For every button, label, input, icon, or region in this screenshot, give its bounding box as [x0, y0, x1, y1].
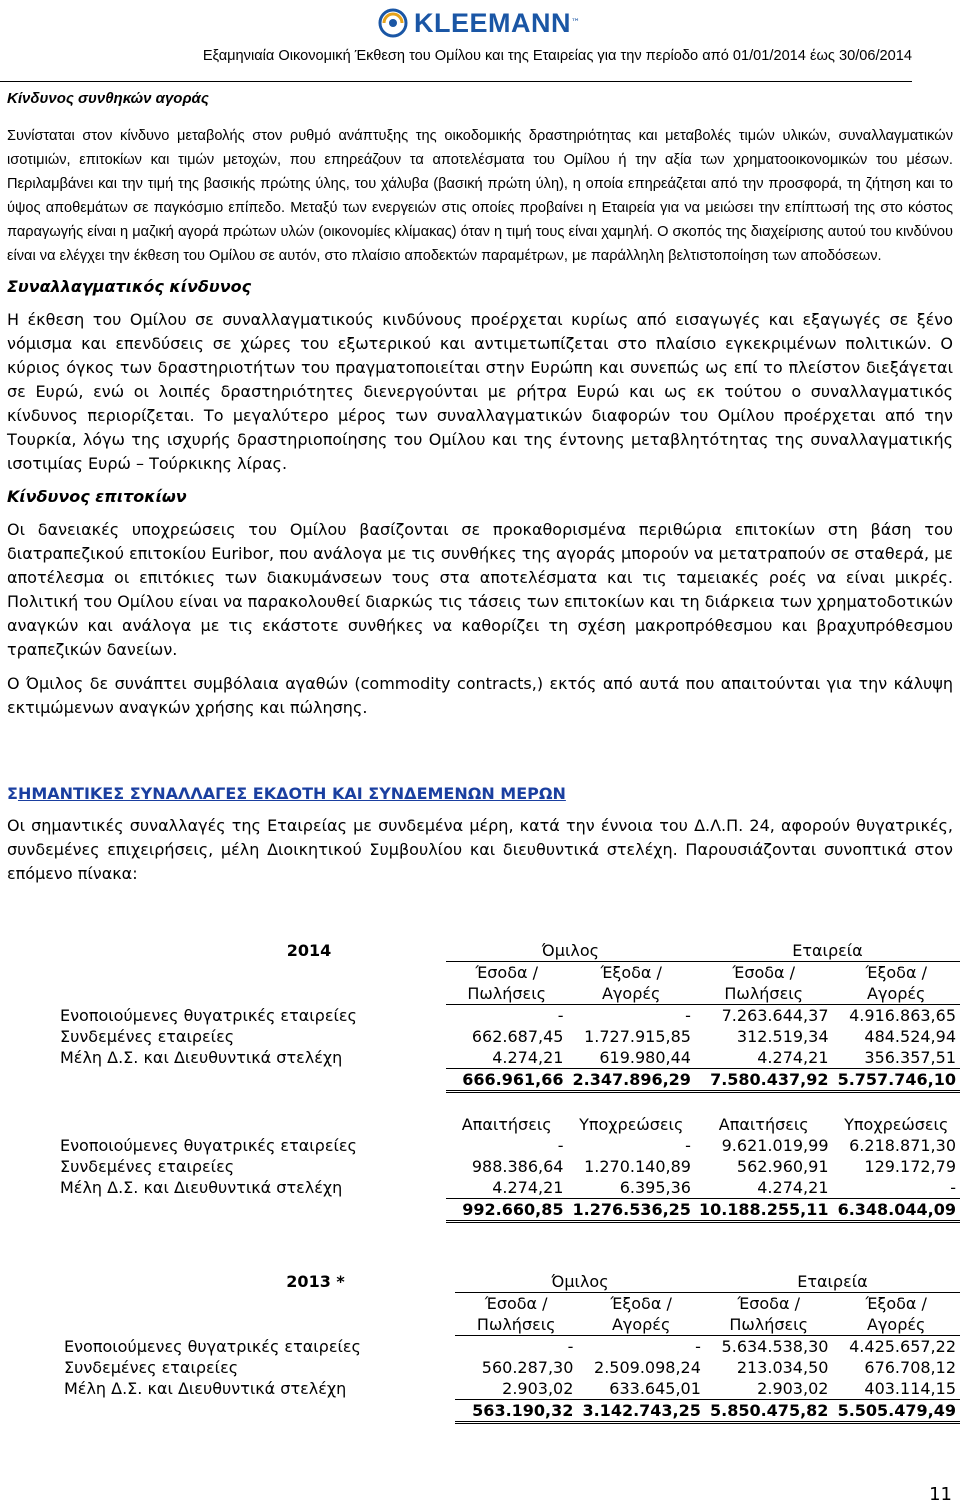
cell: -	[685, 1006, 691, 1025]
col-header: Υποχρεώσεις	[844, 1115, 949, 1134]
table-row	[60, 1357, 960, 1378]
col-header: Πωλήσεις	[695, 983, 833, 1005]
cell: 2.903,02	[757, 1379, 829, 1398]
cell: 676.708,12	[864, 1358, 956, 1377]
col-header: Έξοδα /	[610, 1294, 672, 1313]
cell: 7.263.644,37	[721, 1006, 829, 1025]
page-number: 11	[929, 1484, 952, 1505]
table-year: 2014	[286, 941, 332, 961]
cell: 356.357,51	[864, 1048, 956, 1067]
total-row	[56, 1199, 960, 1222]
total-cell: 6.348.044,09	[833, 1199, 960, 1222]
page-content	[7, 86, 953, 886]
table-row	[56, 1005, 960, 1027]
cell: -	[685, 1136, 691, 1155]
row-label: Ενοποιούμενες θυγατρικές εταιρείες	[60, 1136, 357, 1155]
col-header: Αγορές	[567, 983, 694, 1005]
cell: -	[695, 1337, 701, 1356]
cell: 988.386,64	[471, 1157, 564, 1176]
interest-risk-text-2: Ο Όμιλος δε συνάπτει συμβόλαια αγαθών (commodity contracts,) εκτός από αυτά που απαιτούνται για την κάλυψη εκτιμώμενων αναγκών χρήσης και πώλησης.	[7, 674, 953, 717]
row-label: Συνδεμένες εταιρείες	[60, 1157, 235, 1176]
table-2013	[60, 1271, 960, 1424]
total-cell: 5.505.479,49	[832, 1400, 960, 1423]
header-divider	[0, 81, 912, 82]
cell: 213.034,50	[736, 1358, 829, 1377]
kleemann-logo-icon	[378, 8, 408, 38]
col-header: Απαιτήσεις	[461, 1115, 552, 1134]
market-risk-heading: Κίνδυνος συνθηκών αγοράς	[7, 90, 209, 107]
table-year: 2013 *	[286, 1272, 345, 1292]
total-cell: 5.850.475,82	[705, 1400, 833, 1423]
page-header	[0, 0, 960, 80]
cell: 1.270.140,89	[584, 1157, 691, 1176]
total-cell: 3.142.743,25	[577, 1400, 705, 1423]
cell: 560.287,30	[481, 1358, 574, 1377]
cell: 619.980,44	[599, 1048, 691, 1067]
col-header: Έξοδα /	[865, 1294, 927, 1313]
group-header: Όμιλος	[455, 1271, 705, 1293]
col-header: Αγορές	[832, 1314, 960, 1336]
total-cell: 666.961,66	[446, 1069, 568, 1092]
col-header: Έσοδα /	[732, 963, 796, 982]
interest-risk-heading: Κίνδυνος επιτοκίων	[7, 487, 187, 506]
row-label: Ενοποιούμενες θυγατρικές εταιρείες	[60, 1005, 357, 1025]
company-header: Εταιρεία	[705, 1271, 960, 1293]
col-header: Έσοδα /	[484, 1294, 548, 1313]
total-cell: 2.347.896,29	[567, 1069, 694, 1092]
table-row	[56, 1026, 960, 1047]
row-label: Μέλη Δ.Σ. και Διευθυντικά στελέχη	[60, 1048, 343, 1068]
col-header: Έσοδα /	[737, 1294, 800, 1313]
cell: 662.687,45	[471, 1027, 564, 1046]
related-parties-text: Οι σημαντικές συναλλαγές της Εταιρείας με συνδεμένα μέρη, κατά την έννοια του Δ.Λ.Π. 24, αφορούν θυγατρικές, συνδεμένες επιχειρήσεις, μέλη Διοικητικού Συμβουλίου και διευθυντικά στελέχη. Παρουσιάζονται συνοπτικά στον επόμενο πίνακα:	[7, 816, 953, 883]
table-row	[56, 1047, 960, 1069]
table-row	[56, 1156, 960, 1177]
cell: 562.960,91	[736, 1157, 829, 1176]
cell: 312.519,34	[736, 1027, 829, 1046]
col-header: Υποχρεώσεις	[579, 1115, 684, 1134]
table-row	[60, 1378, 960, 1400]
cell: 2.903,02	[502, 1379, 574, 1398]
col-header: Αγορές	[577, 1314, 705, 1336]
cell: 6.218.871,30	[849, 1136, 956, 1155]
related-parties-heading	[7, 782, 953, 806]
row-label: Μέλη Δ.Σ. και Διευθυντικά στελέχη	[60, 1178, 343, 1198]
row-label: Ενοποιούμενες θυγατρικές εταιρείες	[64, 1336, 361, 1356]
total-cell: 563.190,32	[455, 1400, 577, 1423]
cell: 9.621.019,99	[721, 1136, 829, 1155]
fx-risk-heading: Συναλλαγματικός κίνδυνος	[7, 277, 252, 296]
cell: 2.509.098,24	[594, 1358, 701, 1377]
kleemann-logo	[378, 6, 580, 40]
cell: 4.274,21	[492, 1178, 564, 1197]
total-row	[60, 1400, 960, 1423]
total-cell: 10.188.255,11	[695, 1199, 833, 1222]
cell: 129.172,79	[864, 1157, 956, 1176]
heading-initial: Σ	[7, 784, 18, 803]
total-row	[56, 1069, 960, 1092]
market-risk-text: Συνίσταται στον κίνδυνο μεταβολής στον ρυθμό ανάπτυξης της οικοδομικής δραστηριότητας και μεταβολές τιμών υλικών, συναλλαγματικών ισοτιμιών, επιτοκίων και τιμών μετοχών, που επηρεάζουν τα αποτελέσματα του Ομίλου ή την αξία των χρηματοοικονομικών του μέσων. Περιλαμβάνει και την τιμή της βασικής πρώτης ύλης, του χάλυβα (βασική πρώτη ύλη), η οποία επηρεάζεται από την προσφορά, τη ζήτηση και το ύψος αποθεμάτων σε παγκόσμιο επίπεδο. Μεταξύ των ενεργειών στις οποίες προβαίνει η Εταιρεία για να μειώσει την επίπτωσή της στο κόστος παραγωγής είναι η μαζική αγορά πρώτων υλών (οικονομίες κλίμακας) όταν η τιμή τους είναι χαμηλή. Ο σκοπός της διαχείρισης αυτού του κινδύνου είναι να ελέγχει την έκθεση του Ομίλου σε αυτόν, στο πλαίσιο αποδεκτών παραμέτρων, με παράλληλη βελτιστοποίηση των αποδόσεων.	[7, 128, 953, 264]
col-header: Αγορές	[833, 983, 960, 1005]
table-row	[56, 1177, 960, 1199]
fx-risk-text: Η έκθεση του Ομίλου σε συναλλαγματικούς κινδύνους προέρχεται κυρίως από εισαγωγές και εξαγωγές σε ξένο νόμισμα και επενδύσεις σε χώρες του εξωτερικού και αντιμετωπίζεται στο πλαίσιο εγκεκριμένων πολιτικών. Ο κύριος όγκος των δραστηριοτήτων του πραγματοποιείται στην Ευρώπη και συνεπώς ως επί το πλείστον διεξάγεται σε Ευρώ, ενώ οι λοιπές δραστηριότητες διενεργούνται με ρήτρα Ευρώ και ως εκ τούτου ο συναλλαγματικός κίνδυνος περιορίζεται. Το μεγαλύτερο μέρος των συναλλαγματικών διαφορών του Ομίλου προέρχεται από την Τουρκία, λόγω της ισχυρής δραστηριοποίησης του Ομίλου και της έντονης μεταβλητότητας της συναλλαγματικής ισοτιμίας Ευρώ – Τούρκικης λίρας.	[7, 310, 953, 473]
col-header: Έξοδα /	[600, 963, 662, 982]
heading-rest: ΗΜΑΝΤΙΚΕΣ ΣΥΝΑΛΛΑΓΕΣ ΕΚΔΟΤΗ ΚΑΙ ΣΥΝΔΕΜΕΝΩΝ ΜΕΡΩΝ	[17, 784, 566, 803]
cell: -	[567, 1337, 574, 1356]
table-2014	[56, 940, 960, 1223]
cell: 4.425.657,22	[849, 1337, 956, 1356]
logo-trademark: ™	[571, 18, 580, 28]
total-cell: 992.660,85	[446, 1199, 568, 1222]
col-header: Πωλήσεις	[446, 983, 568, 1005]
cell: 4.916.863,65	[849, 1006, 956, 1025]
group-header: Όμιλος	[446, 940, 695, 962]
col-header: Έξοδα /	[865, 963, 927, 982]
cell: 403.114,15	[864, 1379, 956, 1398]
cell: -	[557, 1136, 564, 1155]
col-header: Πωλήσεις	[705, 1314, 833, 1336]
cell: 633.645,01	[609, 1379, 701, 1398]
cell: 4.274,21	[492, 1048, 564, 1067]
cell: 1.727.915,85	[584, 1027, 691, 1046]
logo-text: KLEEMANN	[414, 7, 571, 38]
col-header: Πωλήσεις	[455, 1314, 577, 1336]
cell: 484.524,94	[864, 1027, 956, 1046]
company-header: Εταιρεία	[695, 940, 960, 962]
cell: -	[557, 1006, 564, 1025]
cell: -	[950, 1178, 956, 1197]
total-cell: 1.276.536,25	[567, 1199, 694, 1222]
total-cell: 5.757.746,10	[833, 1069, 960, 1092]
cell: 4.274,21	[757, 1048, 829, 1067]
row-label: Μέλη Δ.Σ. και Διευθυντικά στελέχη	[64, 1379, 347, 1399]
total-cell: 7.580.437,92	[695, 1069, 833, 1092]
cell: 6.395,36	[619, 1178, 691, 1197]
col-header: Έσοδα /	[475, 963, 539, 982]
table-row	[60, 1336, 960, 1358]
cell: 5.634.538,30	[721, 1337, 829, 1356]
cell: 4.274,21	[757, 1178, 829, 1197]
table-row	[56, 1135, 960, 1156]
row-label: Συνδεμένες εταιρείες	[60, 1027, 235, 1046]
report-subtitle: Εξαμηνιαία Οικονομική Έκθεση του Ομίλου και της Εταιρείας για την περίοδο από 01/01/2014 έως 30/06/2014	[202, 48, 912, 64]
col-header: Απαιτήσεις	[718, 1115, 809, 1134]
interest-risk-text-1: Οι δανειακές υποχρεώσεις του Ομίλου βασίζονται σε προκαθορισμένα περιθώρια επιτοκίων στη βάση του διατραπεζικού επιτοκίου Euribor, που ανάλογα με τις συνθήκες της αγοράς μπορούν να μετατραπούν σε σταθερά, με αποτέλεσμα οι επιτόκιες των διακυμάνσεων τους στα αποτελέσματα και τις ταμειακές ροές να είναι μικρές. Πολιτική του Ομίλου είναι να παρακολουθεί διαρκώς τις τάσεις των επιτοκίων και τη διάρκεια των χρηματοδοτικών αναγκών και ανάλογα με τις εκάστοτε συνθήκες να καθορίζει τη σχέση μακροπρόθεσμου και βραχυπρόθεσμου τραπεζικών δανείων.	[7, 520, 953, 659]
row-label: Συνδεμένες εταιρείες	[64, 1358, 239, 1377]
